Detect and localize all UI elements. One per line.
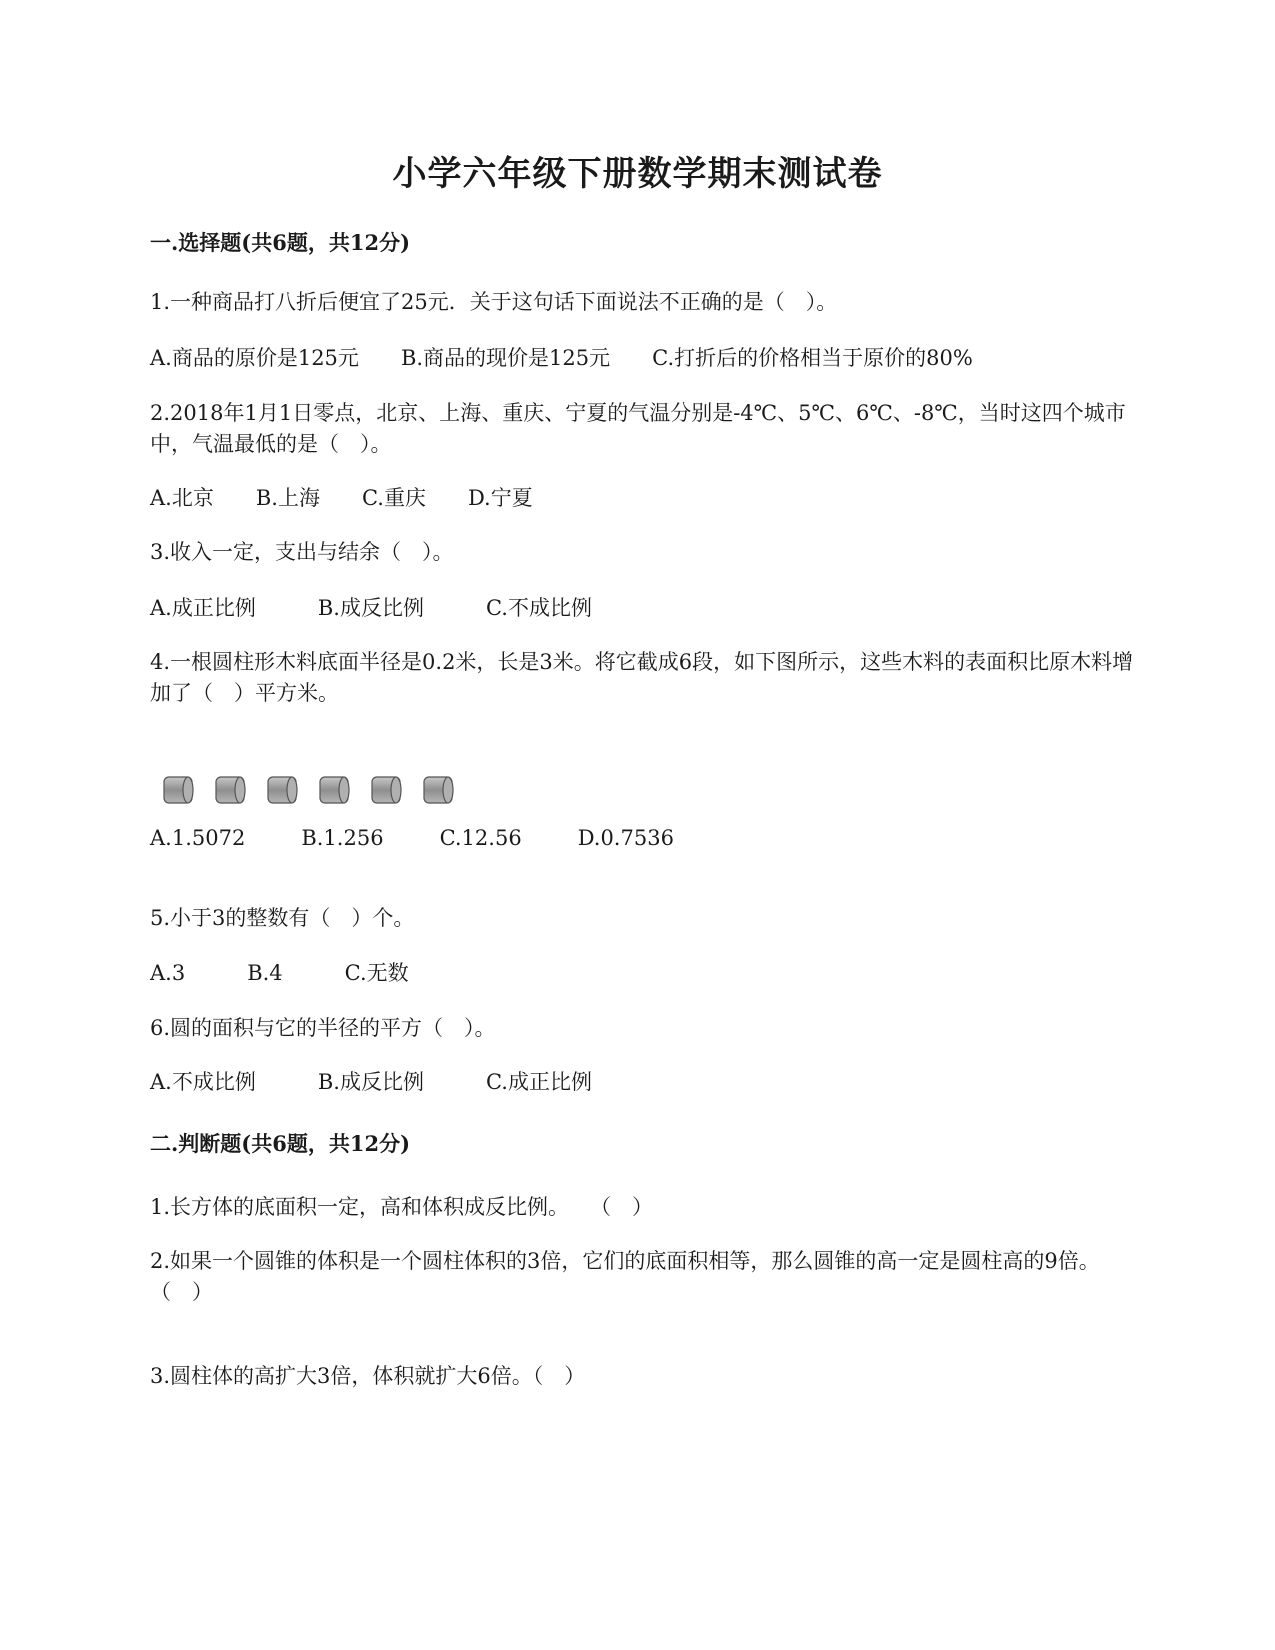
option-a[interactable]: A.3 bbox=[150, 961, 186, 985]
option-c[interactable]: C.12.56 bbox=[439, 826, 522, 850]
question-6: 6.圆的面积与它的半径的平方（ ）。 bbox=[150, 1016, 496, 1040]
cylinder-icon bbox=[320, 777, 349, 803]
option-d[interactable]: D.宁夏 bbox=[467, 486, 533, 510]
cylinder-icon bbox=[268, 777, 297, 803]
option-a[interactable]: A.北京 bbox=[150, 486, 214, 510]
option-c[interactable]: C.重庆 bbox=[361, 486, 426, 510]
option-a[interactable]: A.不成比例 bbox=[150, 1070, 256, 1094]
option-b[interactable]: B.成反比例 bbox=[317, 1070, 424, 1094]
question-4: 4.一根圆柱形木料底面半径是0.2米，长是3米。将它截成6段，如下图所示，这些木料的表面积比原木料增加了（ ）平方米。 bbox=[150, 650, 1134, 705]
judgement-question-3: 3.圆柱体的高扩大3倍，体积就扩大6倍。（ ） bbox=[150, 1364, 586, 1388]
question-3: 3.收入一定，支出与结余（ ）。 bbox=[150, 540, 454, 564]
page-title: 小学六年级下册数学期末测试卷 bbox=[392, 154, 883, 194]
section-heading-judgement: 二.判断题(共6题，共12分) bbox=[150, 1131, 411, 1156]
option-a[interactable]: A.成正比例 bbox=[150, 596, 256, 620]
cut-cylinders-figure bbox=[160, 773, 460, 809]
question-3-options bbox=[150, 593, 592, 623]
question-6-options bbox=[150, 1067, 592, 1097]
option-c[interactable]: C.成正比例 bbox=[485, 1070, 592, 1094]
question-5: 5.小于3的整数有（ ）个。 bbox=[150, 906, 415, 930]
option-c[interactable]: C.不成比例 bbox=[485, 596, 592, 620]
question-5-options bbox=[150, 958, 409, 988]
option-c[interactable]: C.打折后的价格相当于原价的80% bbox=[652, 346, 973, 370]
cylinder-icon bbox=[216, 777, 245, 803]
option-c[interactable]: C.无数 bbox=[344, 961, 409, 985]
option-a[interactable]: A.商品的原价是125元 bbox=[150, 346, 359, 370]
option-a[interactable]: A.1.5072 bbox=[150, 826, 246, 850]
question-4-options bbox=[150, 823, 674, 853]
section-heading-choice: 一.选择题(共6题，共12分) bbox=[150, 230, 411, 255]
judgement-question-1: 1.长方体的底面积一定，高和体积成反比例。 （ ） bbox=[150, 1195, 654, 1219]
question-2: 2.2018年1月1日零点，北京、上海、重庆、宁夏的气温分别是-4℃、5℃、6℃、-8℃，当时这四个城市中，气温最低的是（ ）。 bbox=[150, 401, 1126, 456]
cylinder-icon bbox=[164, 777, 193, 803]
option-b[interactable]: B.成反比例 bbox=[317, 596, 424, 620]
question-1-options bbox=[150, 343, 973, 373]
question-1: 1.一种商品打八折后便宜了25元．关于这句话下面说法不正确的是（ ）。 bbox=[150, 290, 838, 314]
cylinder-icon bbox=[424, 777, 453, 803]
option-b[interactable]: B.1.256 bbox=[301, 826, 384, 850]
cylinder-icon bbox=[372, 777, 401, 803]
option-b[interactable]: B.商品的现价是125元 bbox=[400, 346, 611, 370]
question-2-options bbox=[150, 483, 533, 513]
option-b[interactable]: B.上海 bbox=[255, 486, 320, 510]
option-d[interactable]: D.0.7536 bbox=[577, 826, 674, 850]
judgement-question-2: 2.如果一个圆锥的体积是一个圆柱体积的3倍，它们的底面积相等，那么圆锥的高一定是圆柱高的9倍。（ ） bbox=[150, 1249, 1100, 1304]
option-b[interactable]: B.4 bbox=[247, 961, 283, 985]
